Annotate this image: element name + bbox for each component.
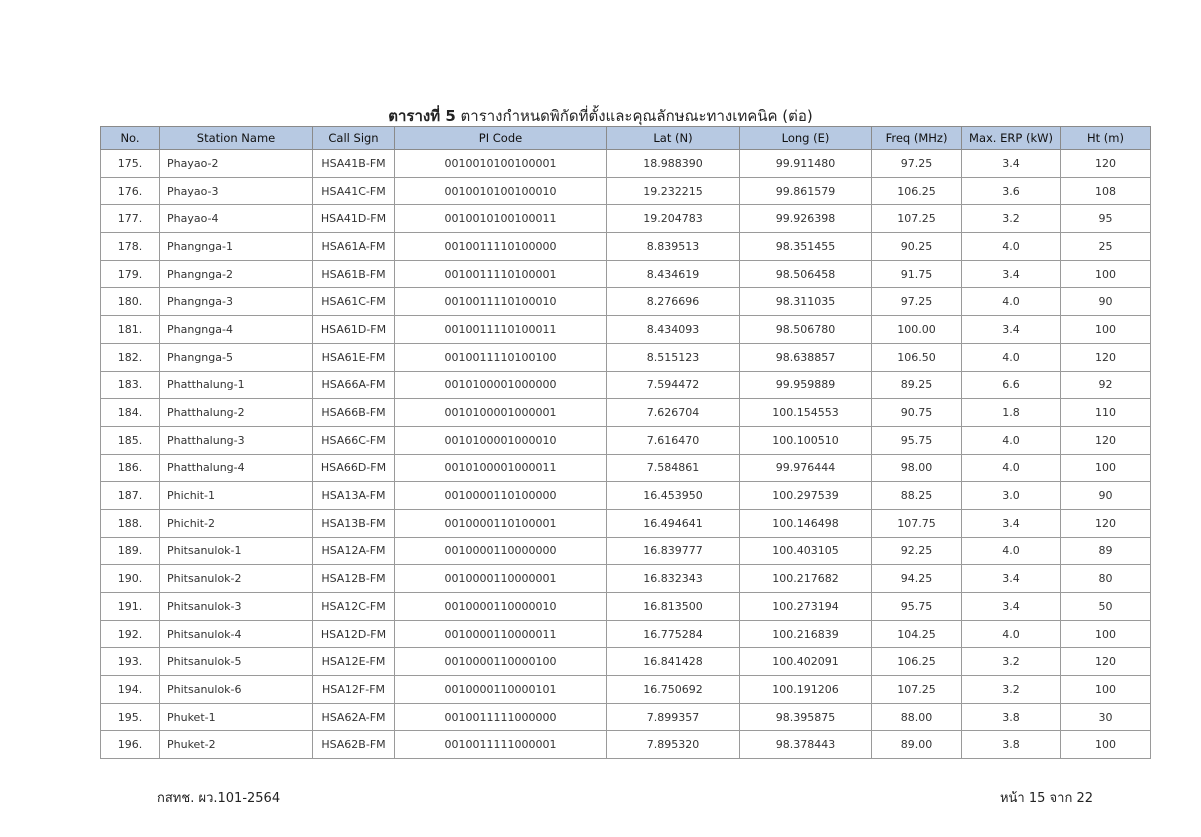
table-caption (0, 104, 1201, 128)
height-cell: 100 (1061, 620, 1151, 648)
call-sign-cell: HSA61E-FM (313, 343, 395, 371)
column-header: Ht (m) (1061, 127, 1151, 150)
longitude-cell: 98.378443 (740, 731, 872, 759)
longitude-cell: 100.146498 (740, 509, 872, 537)
pi-code-cell: 0010011110100100 (395, 343, 607, 371)
pi-code-cell: 0010010100100011 (395, 205, 607, 233)
frequency-cell: 98.00 (872, 454, 962, 482)
call-sign-cell: HSA13A-FM (313, 482, 395, 510)
pi-code-cell: 0010100001000010 (395, 426, 607, 454)
pi-code-cell: 0010011110100001 (395, 260, 607, 288)
column-header: Station Name (160, 127, 313, 150)
frequency-cell: 90.75 (872, 399, 962, 427)
call-sign-cell: HSA12A-FM (313, 537, 395, 565)
row-number-cell: 196. (101, 731, 160, 759)
longitude-cell: 100.154553 (740, 399, 872, 427)
longitude-cell: 100.273194 (740, 593, 872, 621)
pi-code-cell: 0010011110100011 (395, 316, 607, 344)
table-row (101, 233, 1151, 261)
call-sign-cell: HSA12F-FM (313, 676, 395, 704)
pi-code-cell: 0010000110000000 (395, 537, 607, 565)
latitude-cell: 16.841428 (607, 648, 740, 676)
latitude-cell: 16.839777 (607, 537, 740, 565)
frequency-cell: 95.75 (872, 426, 962, 454)
table-row (101, 205, 1151, 233)
height-cell: 120 (1061, 509, 1151, 537)
max-erp-cell: 3.4 (962, 509, 1061, 537)
table-header-row (101, 127, 1151, 150)
frequency-cell: 106.25 (872, 648, 962, 676)
call-sign-cell: HSA61D-FM (313, 316, 395, 344)
height-cell: 120 (1061, 150, 1151, 178)
longitude-cell: 98.506458 (740, 260, 872, 288)
call-sign-cell: HSA41B-FM (313, 150, 395, 178)
height-cell: 89 (1061, 537, 1151, 565)
station-name-cell: Phangnga-4 (160, 316, 313, 344)
table-row (101, 703, 1151, 731)
station-name-cell: Phatthalung-4 (160, 454, 313, 482)
pi-code-cell: 0010011111000000 (395, 703, 607, 731)
row-number-cell: 188. (101, 509, 160, 537)
max-erp-cell: 4.0 (962, 343, 1061, 371)
frequency-cell: 107.25 (872, 205, 962, 233)
station-name-cell: Phayao-2 (160, 150, 313, 178)
max-erp-cell: 4.0 (962, 288, 1061, 316)
call-sign-cell: HSA12E-FM (313, 648, 395, 676)
pi-code-cell: 0010011110100000 (395, 233, 607, 261)
station-name-cell: Phitsanulok-5 (160, 648, 313, 676)
latitude-cell: 7.616470 (607, 426, 740, 454)
table-row (101, 509, 1151, 537)
pi-code-cell: 0010000110000011 (395, 620, 607, 648)
height-cell: 100 (1061, 454, 1151, 482)
row-number-cell: 179. (101, 260, 160, 288)
table-row (101, 593, 1151, 621)
latitude-cell: 18.988390 (607, 150, 740, 178)
max-erp-cell: 1.8 (962, 399, 1061, 427)
table-number: ตารางที่ 5 (388, 107, 456, 125)
row-number-cell: 195. (101, 703, 160, 731)
column-header: No. (101, 127, 160, 150)
call-sign-cell: HSA12C-FM (313, 593, 395, 621)
latitude-cell: 8.515123 (607, 343, 740, 371)
pi-code-cell: 0010000110000101 (395, 676, 607, 704)
height-cell: 25 (1061, 233, 1151, 261)
pi-code-cell: 0010100001000001 (395, 399, 607, 427)
table-row (101, 343, 1151, 371)
longitude-cell: 100.216839 (740, 620, 872, 648)
height-cell: 108 (1061, 177, 1151, 205)
max-erp-cell: 3.2 (962, 648, 1061, 676)
call-sign-cell: HSA66D-FM (313, 454, 395, 482)
frequency-cell: 97.25 (872, 288, 962, 316)
longitude-cell: 100.402091 (740, 648, 872, 676)
row-number-cell: 177. (101, 205, 160, 233)
pi-code-cell: 0010000110100000 (395, 482, 607, 510)
latitude-cell: 8.276696 (607, 288, 740, 316)
max-erp-cell: 6.6 (962, 371, 1061, 399)
call-sign-cell: HSA62A-FM (313, 703, 395, 731)
latitude-cell: 16.494641 (607, 509, 740, 537)
max-erp-cell: 4.0 (962, 426, 1061, 454)
page-number: หน้า 15 จาก 22 (999, 791, 1093, 806)
max-erp-cell: 3.4 (962, 260, 1061, 288)
longitude-cell: 99.959889 (740, 371, 872, 399)
row-number-cell: 194. (101, 676, 160, 704)
row-number-cell: 187. (101, 482, 160, 510)
height-cell: 100 (1061, 731, 1151, 759)
latitude-cell: 7.594472 (607, 371, 740, 399)
row-number-cell: 190. (101, 565, 160, 593)
station-name-cell: Phitsanulok-6 (160, 676, 313, 704)
max-erp-cell: 3.4 (962, 565, 1061, 593)
pi-code-cell: 0010000110000010 (395, 593, 607, 621)
height-cell: 30 (1061, 703, 1151, 731)
max-erp-cell: 3.8 (962, 703, 1061, 731)
height-cell: 95 (1061, 205, 1151, 233)
latitude-cell: 19.232215 (607, 177, 740, 205)
frequency-cell: 89.25 (872, 371, 962, 399)
max-erp-cell: 3.4 (962, 150, 1061, 178)
station-name-cell: Phichit-1 (160, 482, 313, 510)
station-name-cell: Phatthalung-3 (160, 426, 313, 454)
call-sign-cell: HSA13B-FM (313, 509, 395, 537)
table-row (101, 316, 1151, 344)
call-sign-cell: HSA12D-FM (313, 620, 395, 648)
pi-code-cell: 0010010100100010 (395, 177, 607, 205)
row-number-cell: 180. (101, 288, 160, 316)
pi-code-cell: 0010000110100001 (395, 509, 607, 537)
longitude-cell: 99.926398 (740, 205, 872, 233)
frequency-cell: 90.25 (872, 233, 962, 261)
longitude-cell: 98.351455 (740, 233, 872, 261)
height-cell: 50 (1061, 593, 1151, 621)
row-number-cell: 178. (101, 233, 160, 261)
max-erp-cell: 3.2 (962, 676, 1061, 704)
latitude-cell: 8.434093 (607, 316, 740, 344)
height-cell: 120 (1061, 426, 1151, 454)
station-name-cell: Phichit-2 (160, 509, 313, 537)
station-name-cell: Phangnga-1 (160, 233, 313, 261)
height-cell: 92 (1061, 371, 1151, 399)
frequency-cell: 88.00 (872, 703, 962, 731)
call-sign-cell: HSA61B-FM (313, 260, 395, 288)
frequency-cell: 92.25 (872, 537, 962, 565)
column-header: Lat (N) (607, 127, 740, 150)
longitude-cell: 100.191206 (740, 676, 872, 704)
height-cell: 100 (1061, 260, 1151, 288)
station-name-cell: Phangnga-3 (160, 288, 313, 316)
station-table (100, 126, 1151, 759)
frequency-cell: 88.25 (872, 482, 962, 510)
call-sign-cell: HSA61A-FM (313, 233, 395, 261)
pi-code-cell: 0010000110000100 (395, 648, 607, 676)
longitude-cell: 100.217682 (740, 565, 872, 593)
table-row (101, 371, 1151, 399)
table-body (101, 150, 1151, 759)
station-name-cell: Phatthalung-1 (160, 371, 313, 399)
station-name-cell: Phitsanulok-1 (160, 537, 313, 565)
height-cell: 90 (1061, 482, 1151, 510)
call-sign-cell: HSA66A-FM (313, 371, 395, 399)
call-sign-cell: HSA41D-FM (313, 205, 395, 233)
frequency-cell: 97.25 (872, 150, 962, 178)
pi-code-cell: 0010010100100001 (395, 150, 607, 178)
max-erp-cell: 4.0 (962, 620, 1061, 648)
latitude-cell: 7.626704 (607, 399, 740, 427)
column-header: Call Sign (313, 127, 395, 150)
station-name-cell: Phangnga-2 (160, 260, 313, 288)
frequency-cell: 107.25 (872, 676, 962, 704)
frequency-cell: 91.75 (872, 260, 962, 288)
table-row (101, 676, 1151, 704)
table-row (101, 731, 1151, 759)
max-erp-cell: 3.0 (962, 482, 1061, 510)
column-header: Long (E) (740, 127, 872, 150)
station-name-cell: Phayao-3 (160, 177, 313, 205)
longitude-cell: 99.861579 (740, 177, 872, 205)
longitude-cell: 99.911480 (740, 150, 872, 178)
row-number-cell: 182. (101, 343, 160, 371)
height-cell: 110 (1061, 399, 1151, 427)
longitude-cell: 98.311035 (740, 288, 872, 316)
table-title: ตารางกำหนดพิกัดที่ตั้งและคุณลักษณะทางเทคนิค (ต่อ) (455, 107, 813, 125)
latitude-cell: 16.813500 (607, 593, 740, 621)
latitude-cell: 7.584861 (607, 454, 740, 482)
row-number-cell: 192. (101, 620, 160, 648)
longitude-cell: 98.395875 (740, 703, 872, 731)
row-number-cell: 191. (101, 593, 160, 621)
longitude-cell: 98.638857 (740, 343, 872, 371)
column-header: PI Code (395, 127, 607, 150)
station-name-cell: Phuket-1 (160, 703, 313, 731)
pi-code-cell: 0010011111000001 (395, 731, 607, 759)
longitude-cell: 100.403105 (740, 537, 872, 565)
pi-code-cell: 0010100001000011 (395, 454, 607, 482)
table-row (101, 620, 1151, 648)
call-sign-cell: HSA66B-FM (313, 399, 395, 427)
latitude-cell: 16.750692 (607, 676, 740, 704)
latitude-cell: 8.434619 (607, 260, 740, 288)
row-number-cell: 184. (101, 399, 160, 427)
max-erp-cell: 4.0 (962, 454, 1061, 482)
column-header: Freq (MHz) (872, 127, 962, 150)
latitude-cell: 16.832343 (607, 565, 740, 593)
table-row (101, 426, 1151, 454)
height-cell: 100 (1061, 676, 1151, 704)
frequency-cell: 100.00 (872, 316, 962, 344)
max-erp-cell: 3.6 (962, 177, 1061, 205)
table-row (101, 260, 1151, 288)
station-name-cell: Phitsanulok-2 (160, 565, 313, 593)
station-name-cell: Phitsanulok-4 (160, 620, 313, 648)
height-cell: 120 (1061, 343, 1151, 371)
call-sign-cell: HSA66C-FM (313, 426, 395, 454)
table-row (101, 288, 1151, 316)
station-name-cell: Phitsanulok-3 (160, 593, 313, 621)
height-cell: 100 (1061, 316, 1151, 344)
latitude-cell: 16.453950 (607, 482, 740, 510)
row-number-cell: 183. (101, 371, 160, 399)
row-number-cell: 189. (101, 537, 160, 565)
table-row (101, 537, 1151, 565)
table-row (101, 454, 1151, 482)
longitude-cell: 100.297539 (740, 482, 872, 510)
longitude-cell: 98.506780 (740, 316, 872, 344)
longitude-cell: 99.976444 (740, 454, 872, 482)
document-reference: กสทช. ผว.101-2564 (157, 791, 281, 806)
frequency-cell: 95.75 (872, 593, 962, 621)
row-number-cell: 176. (101, 177, 160, 205)
call-sign-cell: HSA62B-FM (313, 731, 395, 759)
table-row (101, 150, 1151, 178)
pi-code-cell: 0010011110100010 (395, 288, 607, 316)
height-cell: 80 (1061, 565, 1151, 593)
row-number-cell: 185. (101, 426, 160, 454)
pi-code-cell: 0010100001000000 (395, 371, 607, 399)
max-erp-cell: 3.2 (962, 205, 1061, 233)
frequency-cell: 89.00 (872, 731, 962, 759)
latitude-cell: 7.899357 (607, 703, 740, 731)
call-sign-cell: HSA61C-FM (313, 288, 395, 316)
frequency-cell: 94.25 (872, 565, 962, 593)
row-number-cell: 186. (101, 454, 160, 482)
latitude-cell: 16.775284 (607, 620, 740, 648)
call-sign-cell: HSA41C-FM (313, 177, 395, 205)
station-name-cell: Phuket-2 (160, 731, 313, 759)
longitude-cell: 100.100510 (740, 426, 872, 454)
frequency-cell: 106.25 (872, 177, 962, 205)
table-row (101, 177, 1151, 205)
table-row (101, 399, 1151, 427)
max-erp-cell: 3.8 (962, 731, 1061, 759)
table-row (101, 648, 1151, 676)
row-number-cell: 193. (101, 648, 160, 676)
latitude-cell: 8.839513 (607, 233, 740, 261)
height-cell: 120 (1061, 648, 1151, 676)
max-erp-cell: 4.0 (962, 537, 1061, 565)
max-erp-cell: 3.4 (962, 593, 1061, 621)
pi-code-cell: 0010000110000001 (395, 565, 607, 593)
frequency-cell: 104.25 (872, 620, 962, 648)
height-cell: 90 (1061, 288, 1151, 316)
table-row (101, 565, 1151, 593)
row-number-cell: 181. (101, 316, 160, 344)
table-row (101, 482, 1151, 510)
station-name-cell: Phatthalung-2 (160, 399, 313, 427)
latitude-cell: 7.895320 (607, 731, 740, 759)
column-header: Max. ERP (kW) (962, 127, 1061, 150)
station-name-cell: Phayao-4 (160, 205, 313, 233)
station-name-cell: Phangnga-5 (160, 343, 313, 371)
max-erp-cell: 4.0 (962, 233, 1061, 261)
frequency-cell: 107.75 (872, 509, 962, 537)
max-erp-cell: 3.4 (962, 316, 1061, 344)
latitude-cell: 19.204783 (607, 205, 740, 233)
row-number-cell: 175. (101, 150, 160, 178)
frequency-cell: 106.50 (872, 343, 962, 371)
call-sign-cell: HSA12B-FM (313, 565, 395, 593)
